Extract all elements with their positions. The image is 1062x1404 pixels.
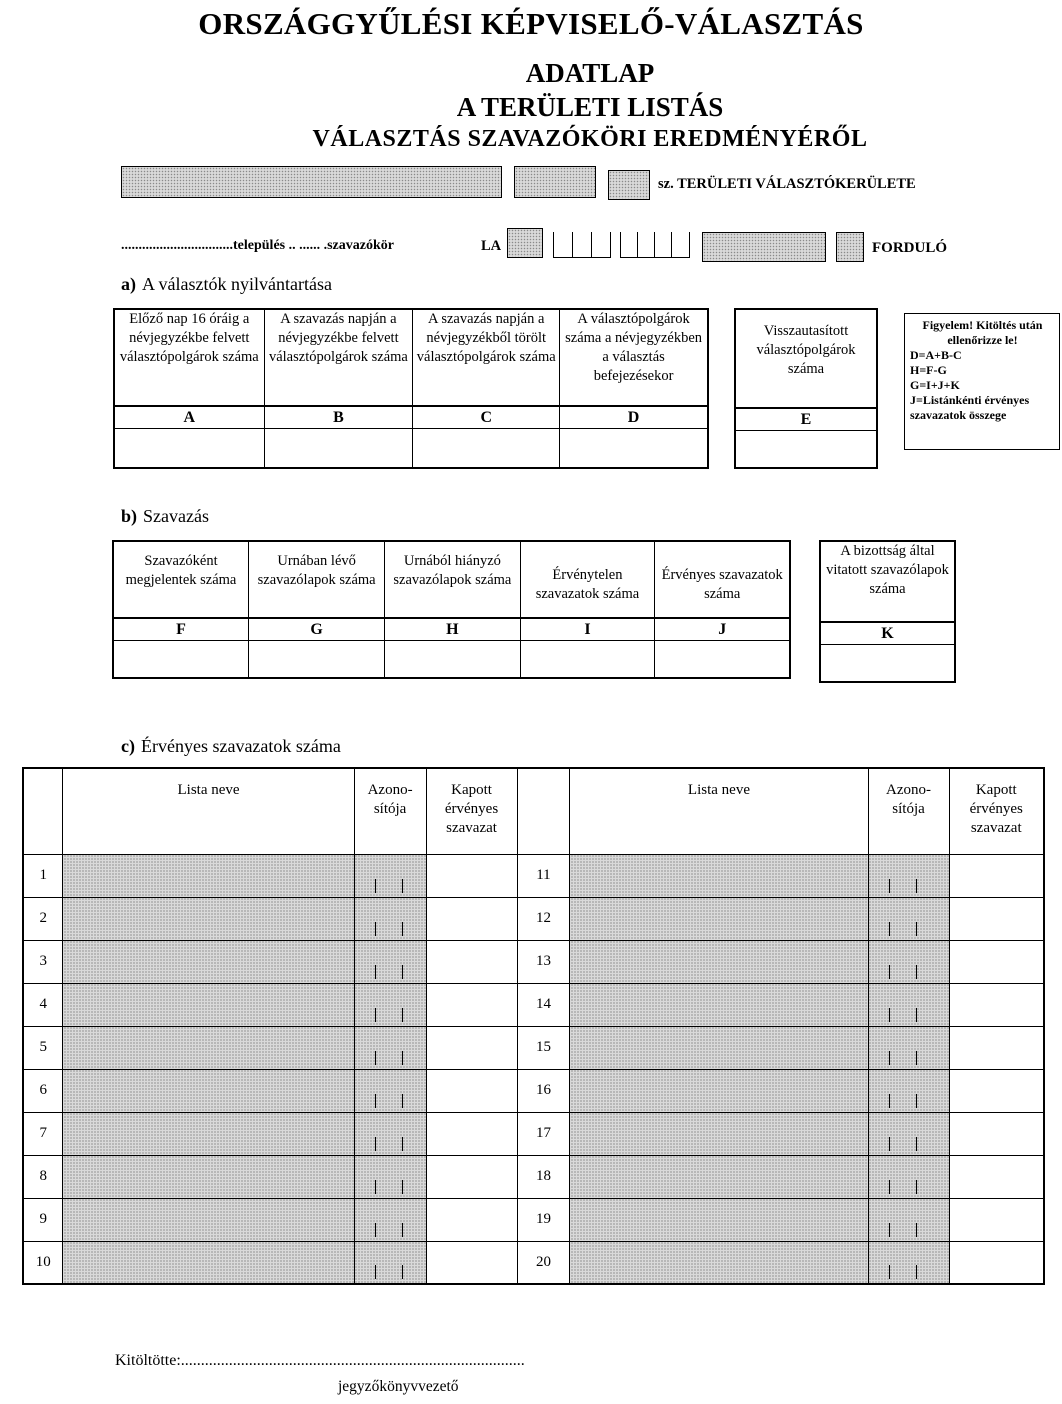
col-i-input[interactable] xyxy=(520,640,655,678)
right-votes-field[interactable] xyxy=(949,854,1044,897)
id-digit-marks xyxy=(375,1180,408,1194)
col-h-letter: H xyxy=(385,618,520,640)
col-h-input[interactable] xyxy=(385,640,520,678)
digit-divider xyxy=(671,232,672,258)
list-row xyxy=(23,1241,1044,1284)
col-d-input[interactable] xyxy=(560,428,708,468)
right-row-number: 12 xyxy=(517,897,570,940)
col-i-header: Érvénytelen szavazatok száma xyxy=(520,541,655,618)
right-id-field[interactable] xyxy=(868,1112,949,1155)
right-id-field[interactable] xyxy=(868,983,949,1026)
left-row-number: 7 xyxy=(23,1112,63,1155)
right-row-number: 13 xyxy=(517,940,570,983)
list-row xyxy=(23,1155,1044,1198)
filled-by-line: Kitöltötte:...................................................................................... xyxy=(115,1352,525,1369)
precinct-field[interactable] xyxy=(702,232,826,262)
col-j-input[interactable] xyxy=(655,640,790,678)
section-b-letter: b) xyxy=(121,506,138,526)
id-digit-marks xyxy=(889,1223,922,1237)
col-k-header: A bizottság által vitatott szavazólapok száma xyxy=(820,541,955,622)
left-row-number: 6 xyxy=(23,1069,63,1112)
id-digit-marks xyxy=(375,879,408,893)
right-list-name-field[interactable] xyxy=(570,854,868,897)
left-list-name-field[interactable] xyxy=(63,1241,354,1284)
form-subtitle-1: ADATLAP xyxy=(525,58,655,88)
col-e-letter: E xyxy=(735,408,877,430)
voting-table xyxy=(112,540,791,679)
id-digit-marks xyxy=(889,879,922,893)
id-digit-marks xyxy=(889,1008,922,1022)
left-row-number: 5 xyxy=(23,1026,63,1069)
list-row xyxy=(23,854,1044,897)
right-votes-field[interactable] xyxy=(949,1155,1044,1198)
right-votes-field[interactable] xyxy=(949,1198,1044,1241)
col-j-header: Érvényes szavazatok száma xyxy=(655,541,790,618)
left-list-name-field[interactable] xyxy=(63,940,354,983)
col-c-input[interactable] xyxy=(413,428,560,468)
section-a-text: A választók nyilvántartása xyxy=(142,274,332,294)
section-c-text: Érvényes szavazatok száma xyxy=(140,736,341,756)
list-row xyxy=(23,1198,1044,1241)
right-row-number: 14 xyxy=(517,983,570,1026)
right-list-name-field[interactable] xyxy=(570,1112,868,1155)
id-digit-marks xyxy=(889,1051,922,1065)
left-votes-field[interactable] xyxy=(426,1069,517,1112)
district-field[interactable] xyxy=(514,166,596,198)
col-e-input[interactable] xyxy=(735,431,877,469)
left-list-name-header: Lista neve xyxy=(63,768,354,854)
col-d-header: A választópolgárok száma a névjegyzékben a választás befejezésekor xyxy=(560,309,708,406)
id-digit-marks xyxy=(889,922,922,936)
digit-group-1[interactable] xyxy=(553,232,611,258)
right-id-field[interactable] xyxy=(868,897,949,940)
col-d-letter: D xyxy=(560,406,708,428)
col-c-letter: C xyxy=(413,406,560,428)
digit-group-2[interactable] xyxy=(620,232,690,258)
valid-votes-table xyxy=(22,767,1045,1285)
left-list-name-field[interactable] xyxy=(63,1155,354,1198)
form-subtitle-3: VÁLASZTÁS SZAVAZÓKÖRI EREDMÉNYÉRŐL xyxy=(312,126,868,152)
right-id-field[interactable] xyxy=(868,1026,949,1069)
right-list-name-field[interactable] xyxy=(570,1241,868,1284)
district-label: sz. TERÜLETI VÁLASZTÓKERÜLETE xyxy=(658,176,916,192)
id-digit-marks xyxy=(889,965,922,979)
left-list-name-field[interactable] xyxy=(63,1026,354,1069)
left-votes-field[interactable] xyxy=(426,940,517,983)
right-list-name-field[interactable] xyxy=(570,1069,868,1112)
la-code-field[interactable] xyxy=(507,228,543,258)
section-a-letter: a) xyxy=(121,274,136,294)
id-digit-marks xyxy=(375,1051,408,1065)
round-field[interactable] xyxy=(836,232,864,262)
left-id-header: Azono-sítója xyxy=(354,768,426,854)
right-votes-field[interactable] xyxy=(949,897,1044,940)
col-f-header: Szavazóként megjelentek száma xyxy=(113,541,249,618)
id-digit-marks xyxy=(889,1137,922,1151)
left-id-field[interactable] xyxy=(354,854,426,897)
col-g-letter: G xyxy=(249,618,385,640)
right-row-number: 16 xyxy=(517,1069,570,1112)
left-row-number: 9 xyxy=(23,1198,63,1241)
right-votes-field[interactable] xyxy=(949,1112,1044,1155)
left-votes-field[interactable] xyxy=(426,983,517,1026)
right-row-number: 20 xyxy=(517,1241,570,1284)
right-id-header: Azono-sítója xyxy=(868,768,949,854)
id-digit-marks xyxy=(889,1180,922,1194)
county-field[interactable] xyxy=(121,166,502,198)
right-id-field[interactable] xyxy=(868,1198,949,1241)
right-id-field[interactable] xyxy=(868,1241,949,1284)
right-row-number: 15 xyxy=(517,1026,570,1069)
section-c-title xyxy=(121,736,341,757)
left-list-name-field[interactable] xyxy=(63,1112,354,1155)
right-row-number: 11 xyxy=(517,854,570,897)
right-votes-header: Kapott érvényes szavazat xyxy=(949,768,1044,854)
left-id-field[interactable] xyxy=(354,1198,426,1241)
right-row-number: 17 xyxy=(517,1112,570,1155)
col-a-header: Előző nap 16 óráig a névjegyzékbe felvett választópolgárok száma xyxy=(114,309,264,406)
left-id-field[interactable] xyxy=(354,983,426,1026)
col-j-letter: J xyxy=(655,618,790,640)
check-note xyxy=(904,313,1060,450)
digit-divider xyxy=(591,232,592,258)
left-id-field[interactable] xyxy=(354,1241,426,1284)
right-list-name-field[interactable] xyxy=(570,897,868,940)
recorder-role: jegyzőkönyvvezető xyxy=(338,1378,459,1395)
check-formula-1: D=A+B-C xyxy=(910,348,962,362)
right-id-field[interactable] xyxy=(868,940,949,983)
right-list-name-field[interactable] xyxy=(570,1155,868,1198)
left-votes-field[interactable] xyxy=(426,1112,517,1155)
right-id-field[interactable] xyxy=(868,1155,949,1198)
left-list-name-field[interactable] xyxy=(63,854,354,897)
id-digit-marks xyxy=(375,965,408,979)
col-b-header: A szavazás napján a névjegyzékbe felvett választópolgárok száma xyxy=(264,309,413,406)
right-votes-field[interactable] xyxy=(949,940,1044,983)
left-votes-field[interactable] xyxy=(426,1241,517,1284)
left-row-number: 4 xyxy=(23,983,63,1026)
col-h-header: Urnából hiányzó szavazólapok száma xyxy=(385,541,520,618)
left-list-name-field[interactable] xyxy=(63,1198,354,1241)
form-subtitle-2: A TERÜLETI LISTÁS xyxy=(456,92,724,122)
disputed-ballots-table xyxy=(819,540,956,683)
id-digit-marks xyxy=(889,1094,922,1108)
col-g-input[interactable] xyxy=(249,640,385,678)
right-votes-field[interactable] xyxy=(949,983,1044,1026)
left-votes-header: Kapott érvényes szavazat xyxy=(426,768,517,854)
left-list-name-field[interactable] xyxy=(63,983,354,1026)
district-number-field[interactable] xyxy=(608,170,650,200)
left-id-field[interactable] xyxy=(354,1155,426,1198)
right-votes-field[interactable] xyxy=(949,1241,1044,1284)
round-label: FORDULÓ xyxy=(872,240,947,256)
left-num-header xyxy=(23,768,63,854)
list-row xyxy=(23,940,1044,983)
id-digit-marks xyxy=(375,1265,408,1279)
digit-divider xyxy=(654,232,655,258)
id-digit-marks xyxy=(375,1094,408,1108)
check-formula-2: H=F-G xyxy=(910,363,947,377)
col-k-letter: K xyxy=(820,622,955,644)
left-id-field[interactable] xyxy=(354,1026,426,1069)
col-e-header: Visszautasított választópolgárok száma xyxy=(735,309,877,408)
la-label: LA xyxy=(481,238,502,254)
left-id-field[interactable] xyxy=(354,1069,426,1112)
form-title: ORSZÁGGYŰLÉSI KÉPVISELŐ-VÁLASZTÁS xyxy=(198,6,864,41)
left-id-field[interactable] xyxy=(354,940,426,983)
col-f-letter: F xyxy=(113,618,249,640)
list-row xyxy=(23,1069,1044,1112)
left-list-name-field[interactable] xyxy=(63,1069,354,1112)
left-row-number: 10 xyxy=(23,1241,63,1284)
right-list-name-field[interactable] xyxy=(570,940,868,983)
id-digit-marks xyxy=(375,922,408,936)
right-list-name-field[interactable] xyxy=(570,1198,868,1241)
col-a-letter: A xyxy=(114,406,264,428)
right-votes-field[interactable] xyxy=(949,1069,1044,1112)
col-a-input[interactable] xyxy=(114,428,264,468)
section-a-title xyxy=(121,274,332,295)
right-id-field[interactable] xyxy=(868,1069,949,1112)
col-b-letter: B xyxy=(264,406,413,428)
right-list-name-field[interactable] xyxy=(570,1026,868,1069)
id-digit-marks xyxy=(889,1265,922,1279)
left-row-number: 1 xyxy=(23,854,63,897)
left-votes-field[interactable] xyxy=(426,1026,517,1069)
col-i-letter: I xyxy=(520,618,655,640)
list-row xyxy=(23,1112,1044,1155)
digit-divider xyxy=(572,232,573,258)
right-id-field[interactable] xyxy=(868,854,949,897)
id-digit-marks xyxy=(375,1223,408,1237)
list-row xyxy=(23,897,1044,940)
left-id-field[interactable] xyxy=(354,897,426,940)
voter-registry-table xyxy=(113,308,709,469)
col-b-input[interactable] xyxy=(264,428,413,468)
left-list-name-field[interactable] xyxy=(63,897,354,940)
col-g-header: Urnában lévő szavazólapok száma xyxy=(249,541,385,618)
left-votes-field[interactable] xyxy=(426,1155,517,1198)
col-k-input[interactable] xyxy=(820,644,955,682)
rejected-voters-table xyxy=(734,308,878,469)
list-row xyxy=(23,1026,1044,1069)
left-id-field[interactable] xyxy=(354,1112,426,1155)
check-formula-3: G=I+J+K xyxy=(910,378,960,392)
left-votes-field[interactable] xyxy=(426,854,517,897)
right-row-number: 18 xyxy=(517,1155,570,1198)
check-note-title: Figyelem! Kitöltés után ellenőrizze le! xyxy=(922,318,1043,347)
col-f-input[interactable] xyxy=(113,640,249,678)
id-digit-marks xyxy=(375,1008,408,1022)
left-row-number: 8 xyxy=(23,1155,63,1198)
col-c-header: A szavazás napján a névjegyzékből törölt választópolgárok száma xyxy=(413,309,560,406)
digit-divider xyxy=(637,232,638,258)
right-list-name-header: Lista neve xyxy=(570,768,868,854)
check-formula-4: J=Listánkénti érvényes szavazatok összege xyxy=(910,393,1030,422)
left-row-number: 2 xyxy=(23,897,63,940)
settlement-label: ................................település .. ...... .szavazókör xyxy=(121,238,394,253)
left-row-number: 3 xyxy=(23,940,63,983)
right-row-number: 19 xyxy=(517,1198,570,1241)
left-votes-field[interactable] xyxy=(426,897,517,940)
section-c-letter: c) xyxy=(121,736,135,756)
right-votes-field[interactable] xyxy=(949,1026,1044,1069)
id-digit-marks xyxy=(375,1137,408,1151)
section-b-text: Szavazás xyxy=(143,506,209,526)
left-votes-field[interactable] xyxy=(426,1198,517,1241)
list-row xyxy=(23,983,1044,1026)
right-num-header xyxy=(517,768,570,854)
section-b-title xyxy=(121,506,209,527)
right-list-name-field[interactable] xyxy=(570,983,868,1026)
